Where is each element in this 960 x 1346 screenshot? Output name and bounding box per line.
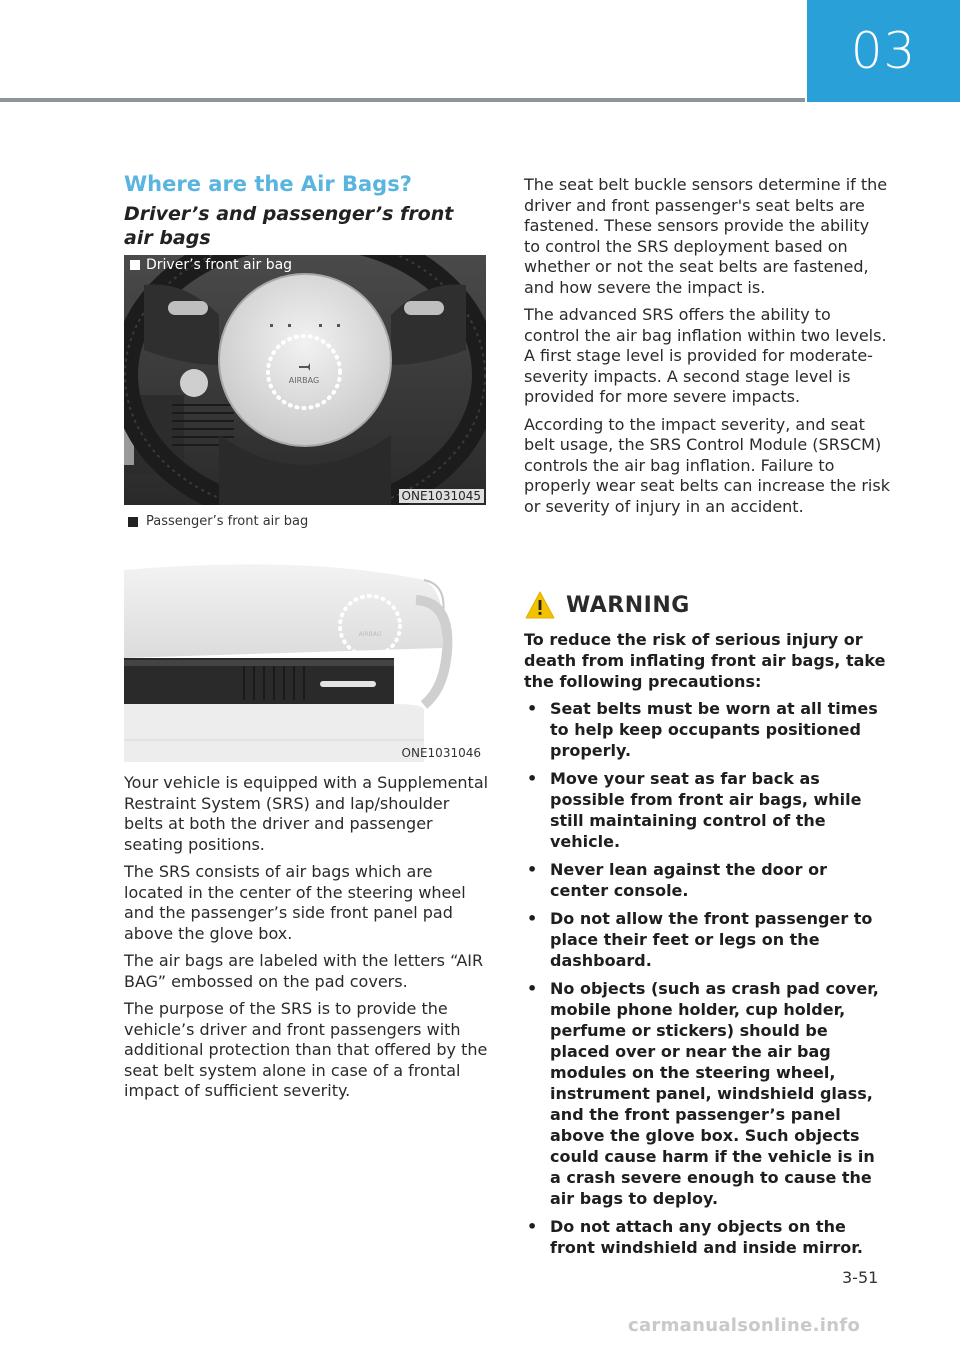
bullet: •	[527, 1217, 538, 1236]
passenger-figure-caption	[128, 514, 308, 529]
list-item-text: No objects (such as crash pad cover, mobile phone holder, cup holder, perfume or stickers) should be placed over or near the air bag modules on the steering wheel, instrument panel, windshield glass, and the front passenger’s panel above the glove box. Such objects could cause harm if the vehicle is in a crash severe enough to cause the air bags to deploy.	[550, 979, 879, 1208]
steering-wheel-illustration	[124, 255, 486, 505]
passenger-figure-caption-text: Passenger’s front air bag	[146, 514, 309, 529]
right-column-body	[524, 175, 890, 524]
paragraph: The purpose of the SRS is to provide the vehicle’s driver and front passengers with additional protection than that offered by the seat belt system alone in case of a frontal impact of sufficient severity.	[124, 999, 488, 1100]
list-item	[524, 908, 890, 971]
paragraph: The SRS consists of air bags which are located in the center of the steering wheel and the passenger’s side front panel pad above the glove box.	[124, 862, 466, 943]
section-title: Where are the Air Bags?	[124, 172, 412, 196]
warning-list	[524, 698, 890, 1265]
passenger-dashboard-illustration	[124, 540, 486, 762]
bullet: •	[527, 860, 538, 879]
passenger-airbag-emboss: AIRBAG	[358, 631, 382, 638]
passenger-figure-code: ONE1031046	[401, 746, 481, 760]
list-item	[524, 859, 890, 901]
list-item	[524, 1216, 890, 1258]
subsection-title: Driver’s and passenger’s front air bags	[124, 203, 454, 249]
passenger-airbag-figure	[124, 540, 486, 762]
driver-airbag-figure	[124, 255, 486, 505]
paragraph: The air bags are labeled with the letters “AIR BAG” embossed on the pad covers.	[124, 951, 484, 991]
paragraph: The seat belt buckle sensors determine if the driver and front passenger's seat belts are fastened. These sensors provide the ability to control the SRS deployment based on whether or not the seat belts are fastened, and how severe the impact is.	[524, 175, 888, 297]
left-column-body	[124, 773, 490, 1109]
warning-intro: To reduce the risk of serious injury or death from inflating front air bags, take the following precautions:	[524, 630, 886, 691]
list-item-text: Do not attach any objects on the front windshield and inside mirror.	[550, 1217, 863, 1257]
chapter-number: 03	[850, 22, 917, 80]
list-item-text: Seat belts must be worn at all times to help keep occupants positioned properly.	[550, 699, 878, 760]
header-rule	[0, 98, 805, 102]
paragraph: According to the impact severity, and seat belt usage, the SRS Control Module (SRSCM) controls the air bag inflation. Failure to properly wear seat belts can increase the risk or severity of injury in an accident.	[524, 414, 890, 516]
watermark[interactable]: carmanualsonline.info	[628, 1315, 861, 1336]
list-item-text: Do not allow the front passenger to place their feet or legs on the dashboard.	[550, 909, 873, 970]
warning-title: WARNING	[566, 592, 690, 618]
list-item-text: Never lean against the door or center console.	[550, 860, 827, 900]
bullet: •	[527, 909, 538, 928]
driver-figure-code: ONE1031045	[399, 489, 484, 503]
page-number: 3-51	[842, 1268, 879, 1287]
bullet: •	[527, 979, 538, 998]
list-item-text: Move your seat as far back as possible from front air bags, while still maintaining control of the vehicle.	[550, 769, 862, 851]
driver-figure-caption	[130, 257, 292, 273]
chapter-tab	[807, 0, 960, 102]
paragraph: The advanced SRS offers the ability to control the air bag inflation within two levels. A first stage level is provided for moderate-severity impacts. A second stage level is provided for more severe impacts.	[524, 305, 887, 406]
caption-square-icon	[128, 517, 138, 527]
bullet: •	[527, 769, 538, 788]
driver-airbag-emboss: AIRBAG	[288, 376, 320, 385]
bullet: •	[527, 699, 538, 718]
list-item	[524, 768, 890, 852]
list-item	[524, 978, 890, 1209]
caption-square-icon	[130, 260, 140, 270]
paragraph: Your vehicle is equipped with a Supplemental Restraint System (SRS) and lap/shoulder belts at both the driver and passenger seating positions.	[124, 773, 489, 854]
driver-figure-caption-text: Driver’s front air bag	[146, 257, 293, 273]
warning-header	[524, 590, 690, 620]
list-item	[524, 698, 890, 761]
warning-triangle-icon	[524, 590, 556, 620]
